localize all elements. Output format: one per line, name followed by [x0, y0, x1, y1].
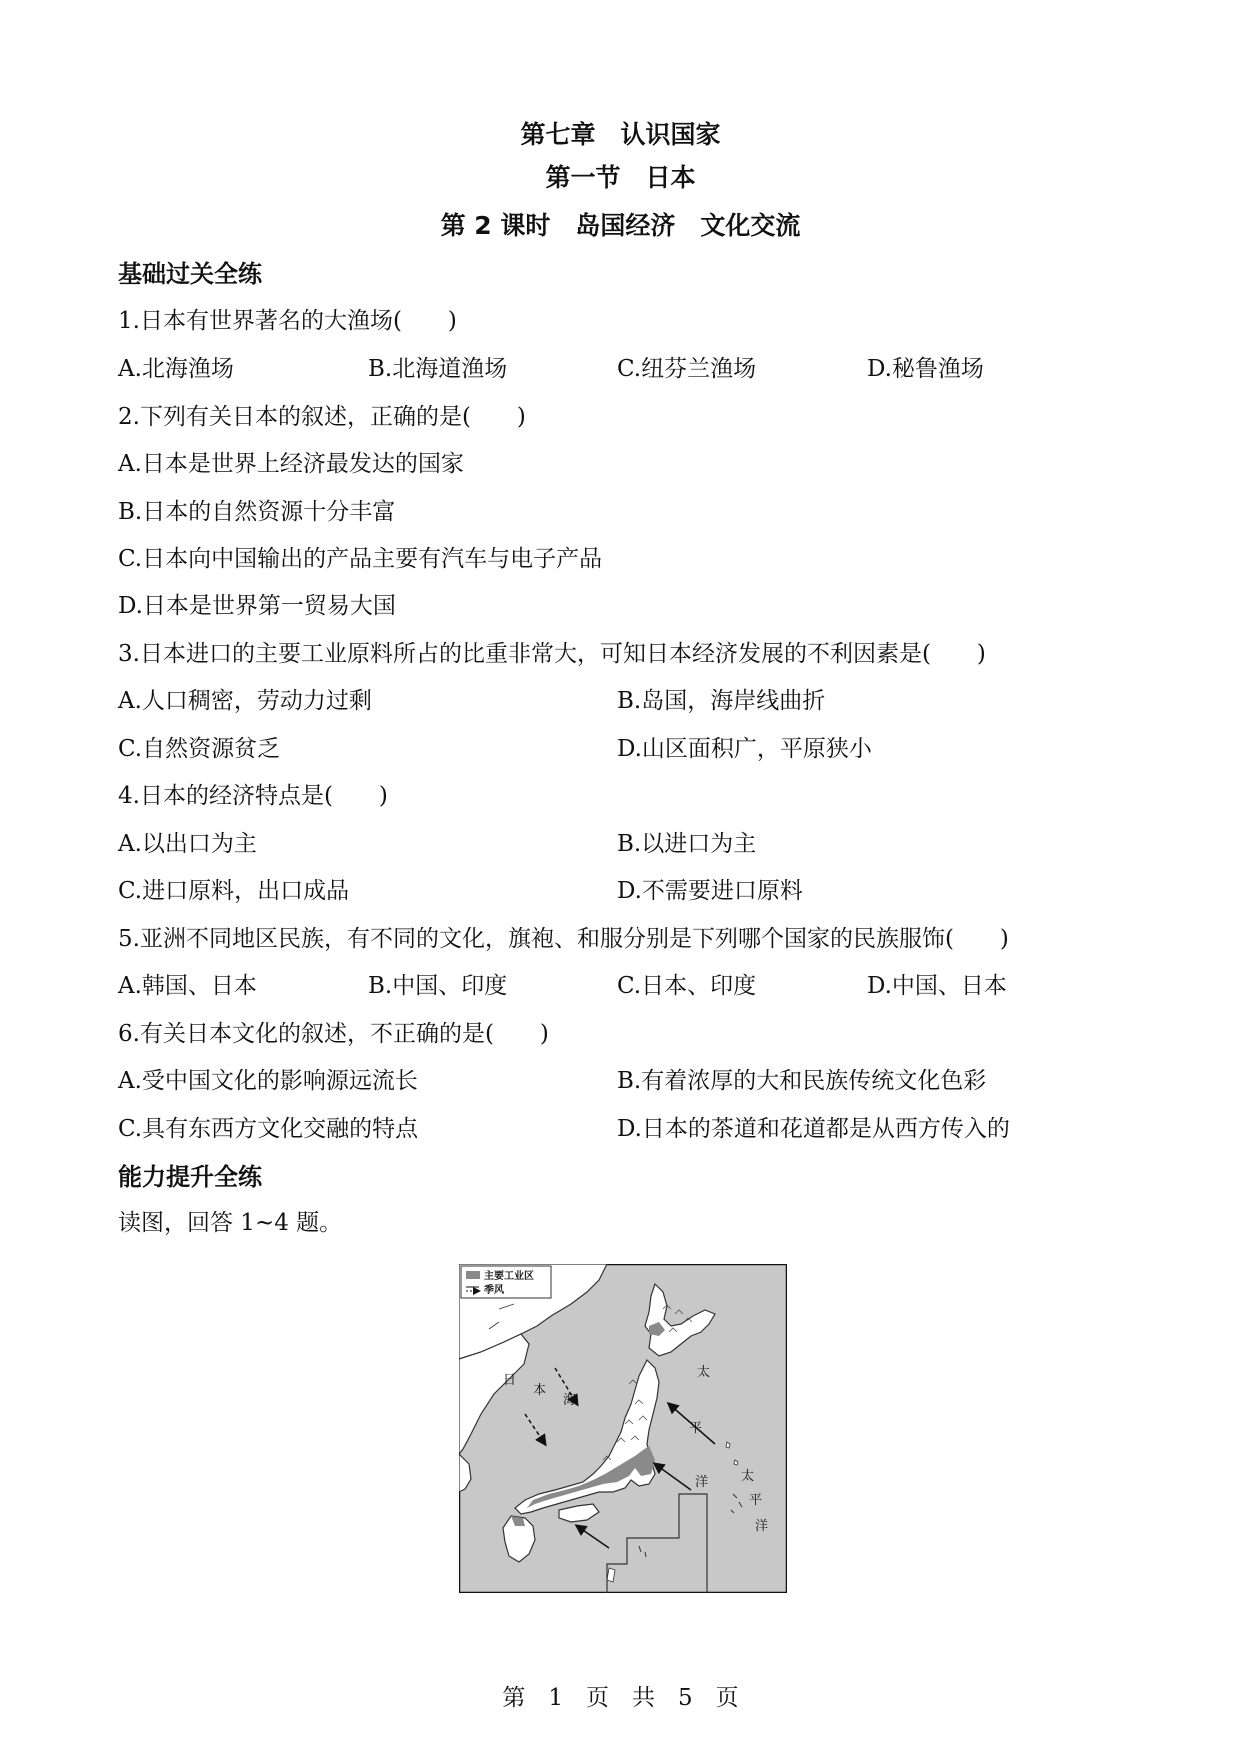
q3-option-b: B.岛国，海岸线曲折: [617, 688, 826, 714]
lesson-title: 第 2 课时 岛国经济 文化交流: [440, 211, 801, 240]
pacific-label-1a: 太: [697, 1365, 711, 1380]
legend-monsoon-label: 季风: [484, 1285, 504, 1296]
pacific-label-1b: 平: [689, 1421, 703, 1436]
question-5-stem: 5.亚洲不同地区民族，有不同的文化，旗袍、和服分别是下列哪个国家的民族服饰( ): [118, 926, 1009, 952]
pacific-label-2b: 平: [749, 1493, 763, 1508]
q4-option-b: B.以进口为主: [617, 831, 757, 857]
question-3-stem: 3.日本进口的主要工业原料所占的比重非常大，可知日本经济发展的不利因素是( ): [118, 641, 986, 667]
q2-option-c: C.日本向中国输出的产品主要有汽车与电子产品: [118, 546, 603, 572]
pacific-label-2c: 洋: [755, 1519, 769, 1534]
section-title: 第一节 日本: [545, 163, 696, 192]
q3-option-c: C.自然资源贫乏: [118, 736, 281, 762]
industrial-zone-swatch: [466, 1271, 480, 1279]
page-footer: 第 1 页 共 5 页: [502, 1685, 739, 1711]
q6-option-b: B.有着浓厚的大和民族传统文化色彩: [617, 1068, 987, 1094]
q4-option-d: D.不需要进口原料: [617, 878, 803, 904]
chapter-title: 第七章 认识国家: [520, 120, 721, 149]
advanced-practice-heading: 能力提升全练: [118, 1163, 262, 1191]
sea-of-japan-label-1: 日: [503, 1373, 517, 1388]
q4-option-a: A.以出口为主: [118, 831, 257, 857]
basic-practice-heading: 基础过关全练: [118, 260, 262, 288]
q6-option-a: A.受中国文化的影响源远流长: [118, 1068, 418, 1094]
q5-option-d: D.中国、日本: [867, 973, 1007, 999]
q1-option-b: B.北海道渔场: [368, 356, 508, 382]
q1-option-d: D.秘鲁渔场: [867, 356, 984, 382]
q6-option-d: D.日本的茶道和花道都是从西方传入的: [617, 1116, 1010, 1142]
question-1-stem: 1.日本有世界著名的大渔场( ): [118, 308, 457, 334]
q5-option-c: C.日本、印度: [617, 973, 757, 999]
q3-option-d: D.山区面积广，平原狭小: [617, 736, 872, 762]
sea-of-japan-label-3: 海: [563, 1393, 577, 1408]
map-legend: [461, 1266, 551, 1298]
japan-industry-monsoon-map: [459, 1264, 787, 1593]
q6-option-c: C.具有东西方文化交融的特点: [118, 1116, 419, 1142]
q1-option-c: C.纽芬兰渔场: [617, 356, 757, 382]
question-2-stem: 2.下列有关日本的叙述，正确的是( ): [118, 404, 526, 430]
q5-option-a: A.韩国、日本: [118, 973, 257, 999]
question-6-stem: 6.有关日本文化的叙述，不正确的是( ): [118, 1021, 549, 1047]
q4-option-c: C.进口原料，出口成品: [118, 878, 350, 904]
pacific-label-1c: 洋: [695, 1475, 709, 1490]
q3-option-a: A.人口稠密，劳动力过剩: [118, 688, 372, 714]
question-4-stem: 4.日本的经济特点是( ): [118, 783, 388, 809]
q1-option-a: A.北海渔场: [118, 356, 234, 382]
legend-industrial-zone-label: 主要工业区: [484, 1271, 534, 1282]
map-reading-instruction: 读图，回答 1~4 题。: [118, 1210, 343, 1236]
q2-option-b: B.日本的自然资源十分丰富: [118, 499, 396, 525]
sea-of-japan-label-2: 本: [533, 1383, 547, 1398]
q2-option-d: D.日本是世界第一贸易大国: [118, 593, 396, 619]
pacific-label-2a: 太: [741, 1469, 755, 1484]
q5-option-b: B.中国、印度: [368, 973, 508, 999]
q2-option-a: A.日本是世界上经济最发达的国家: [118, 451, 464, 477]
